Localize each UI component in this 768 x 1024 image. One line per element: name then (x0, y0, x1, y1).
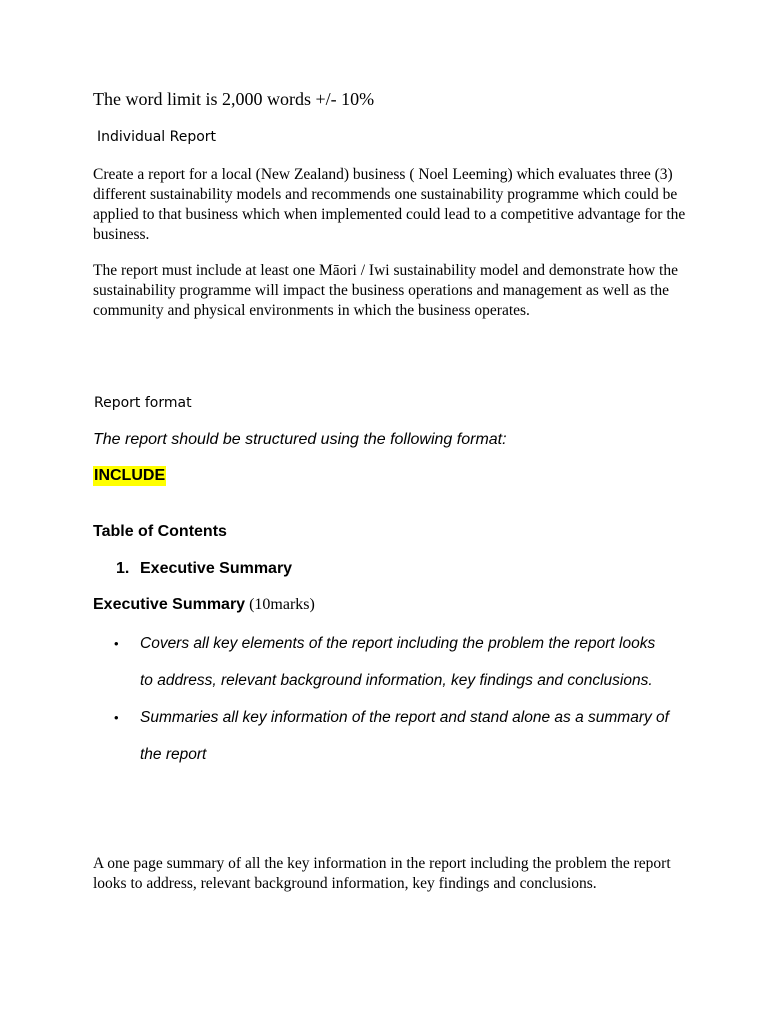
bullet-item (112, 699, 672, 773)
bullet-text: Summaries all key information of the report and stand alone as a summary of the report (140, 709, 669, 763)
executive-summary-heading (93, 595, 315, 615)
bullet-item (112, 625, 672, 699)
individual-report-subtitle: Individual Report (97, 129, 217, 145)
item-label: Executive Summary (140, 560, 293, 577)
bullet-icon: • (114, 710, 119, 725)
intro-paragraph-2: The report must include at least one Māori / Iwi sustainability model and demonstrate how the sustainability programme will impact the business operations and management as well as the community and physical environments in which the business operates. (93, 262, 678, 319)
table-of-contents-label: Table of Contents (93, 523, 227, 540)
executive-summary-marks: (10marks) (249, 596, 315, 613)
numbered-item-executive-summary (116, 559, 292, 579)
bullet-text: Covers all key elements of the report including the problem the report looks to address, relevant background information, key findings and conclusions. (140, 635, 656, 689)
format-instruction: The report should be structured using the following format: (93, 431, 507, 448)
summary-paragraph: A one page summary of all the key information in the report including the problem the report looks to address, relevant background information, key findings and conclusions. (93, 855, 671, 892)
item-number: 1. (116, 560, 130, 577)
report-format-heading: Report format (94, 395, 192, 411)
word-limit-text: The word limit is 2,000 words +/- 10% (93, 89, 375, 109)
executive-summary-title: Executive Summary (93, 596, 246, 613)
executive-summary-bullets (112, 625, 672, 773)
intro-paragraph-1: Create a report for a local (New Zealand) business ( Noel Leeming) which evaluates three (3) different sustainability models and recommends one sustainability programme which could be applied to that business which when implemented could lead to a competitive advantage for the business. (93, 166, 686, 243)
include-highlight-label: INCLUDE (94, 467, 166, 484)
bullet-icon: • (114, 636, 119, 651)
